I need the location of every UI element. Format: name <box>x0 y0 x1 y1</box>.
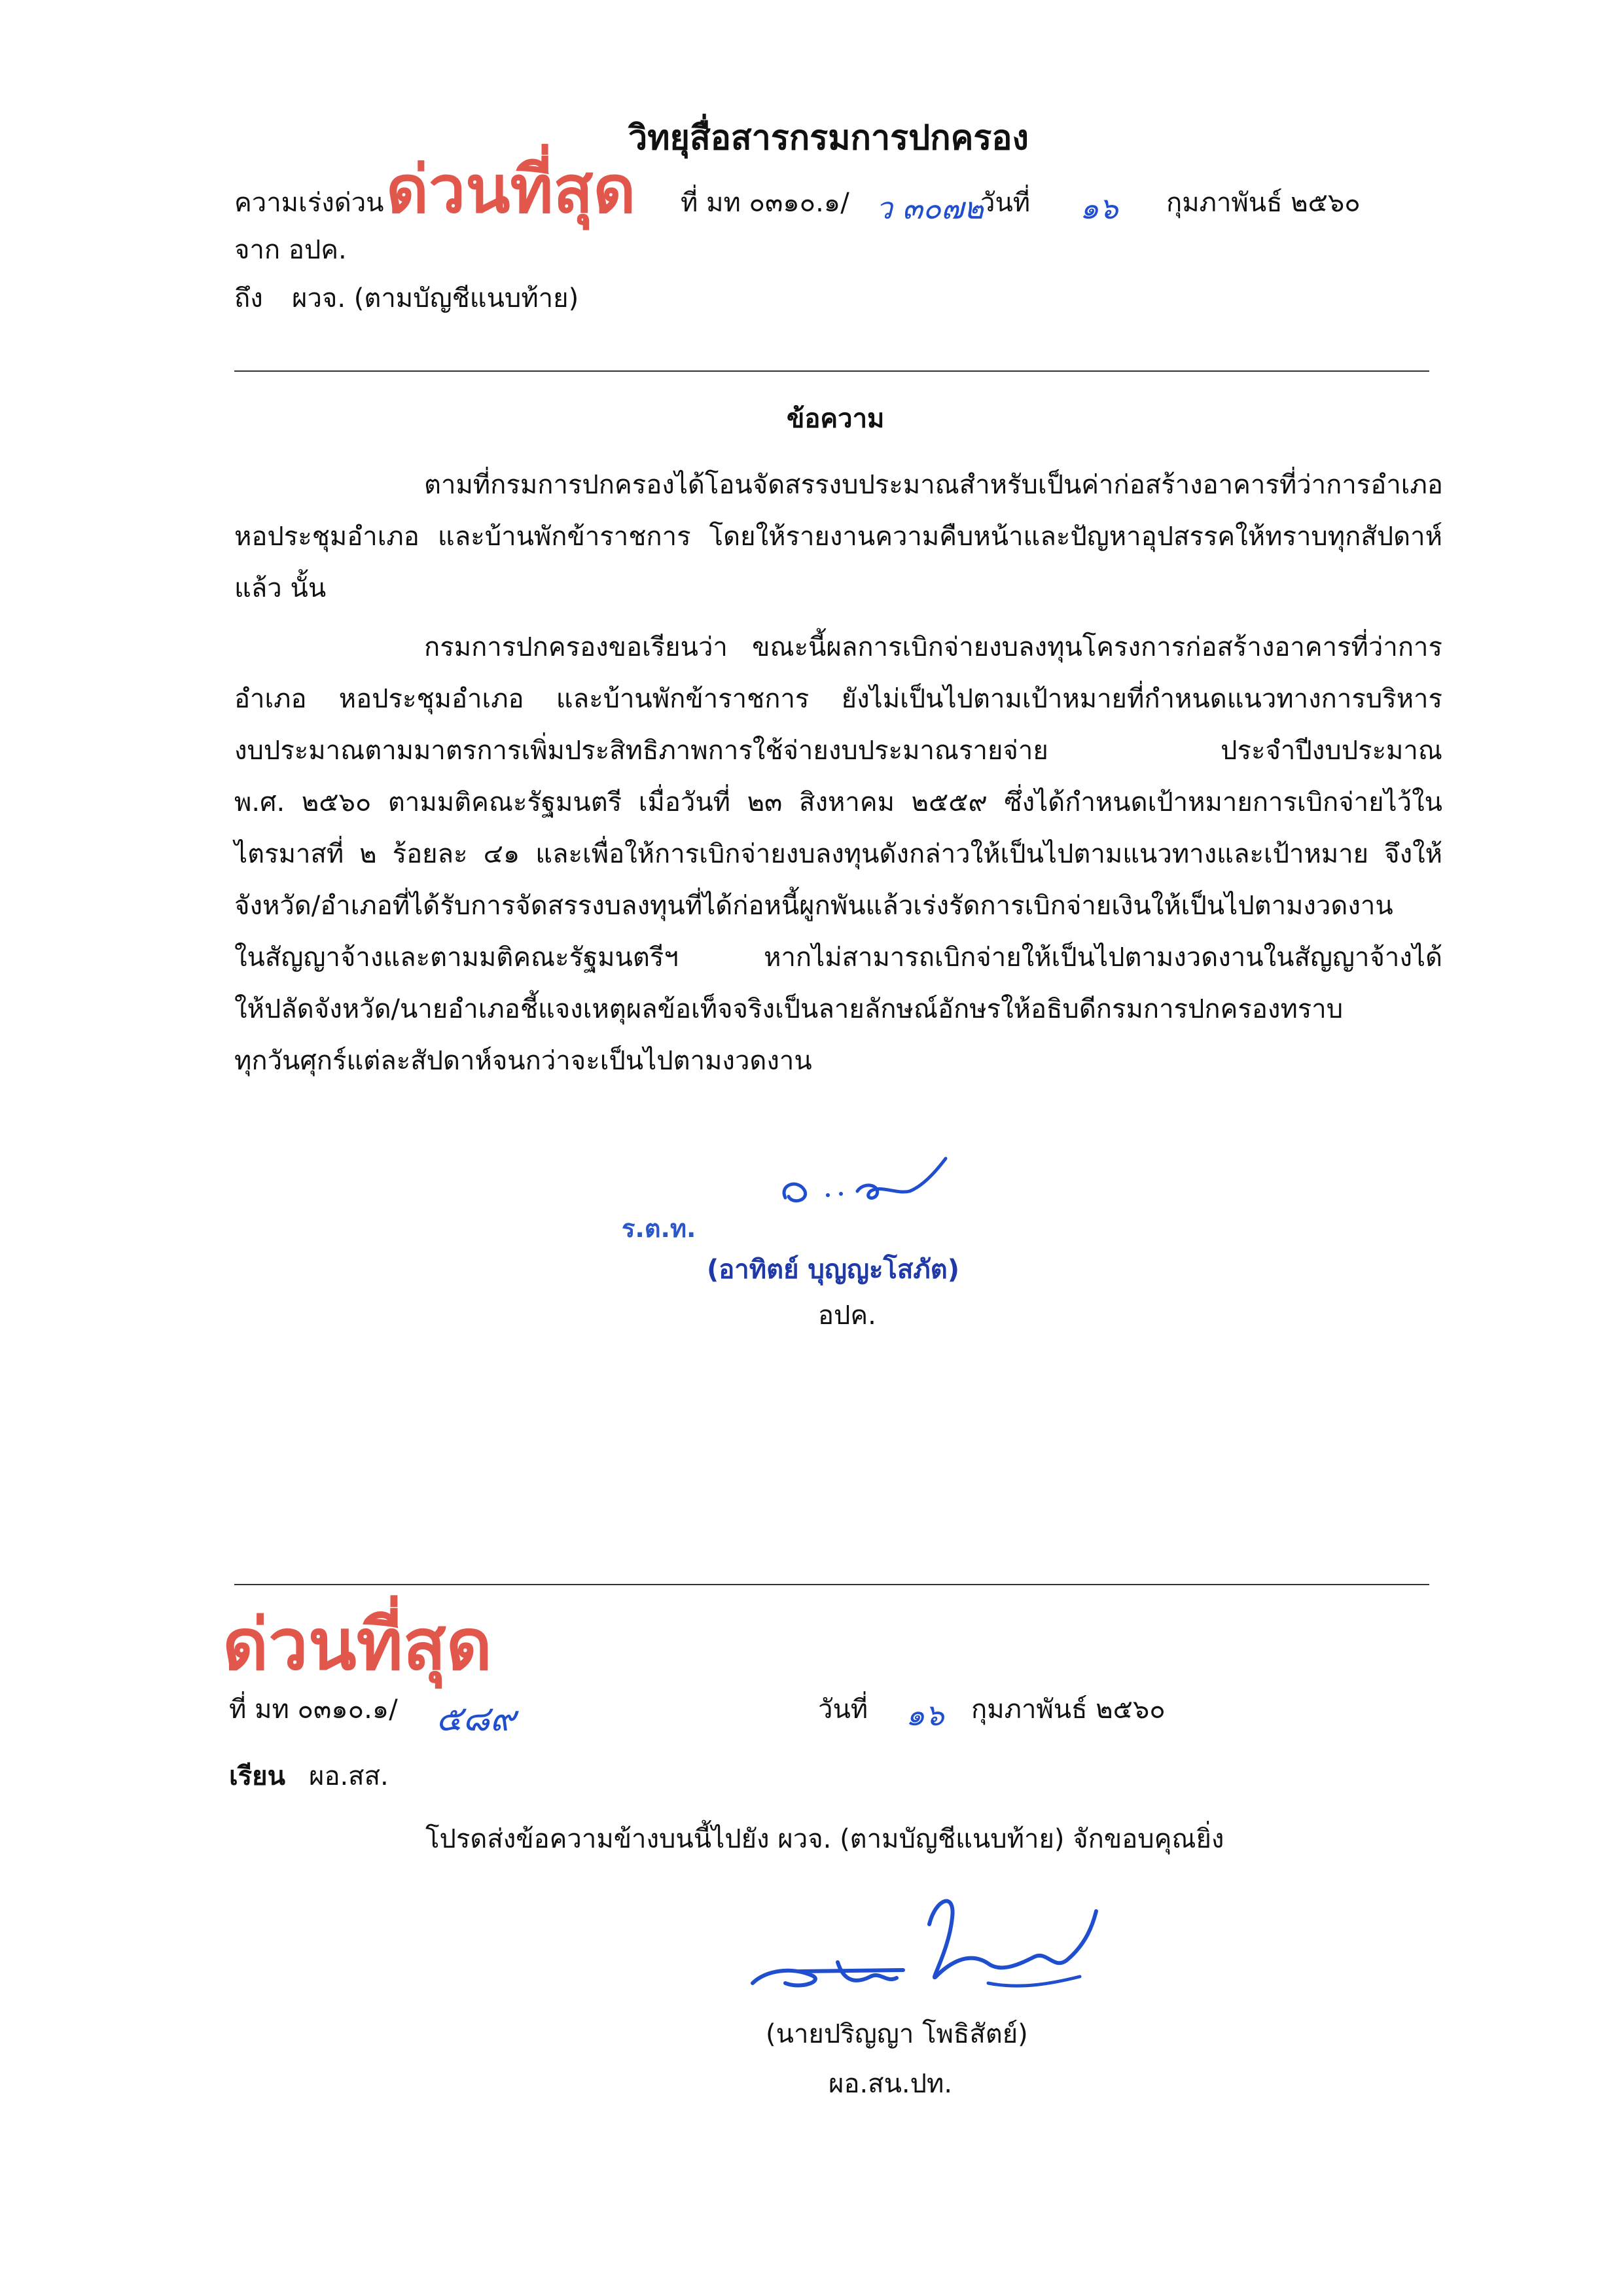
date-day-handwritten: ๑๖ <box>1080 190 1118 226</box>
paragraph-line: อำเภอ หอประชุมอำเภอ และบ้านพักข้าราชการ ยังไม่เป็นไปตามเป้าหมายที่กำหนดแนวทางการบริหาร <box>234 684 1442 714</box>
forward-body: โปรดส่งข้อความข้างบนนี้ไปยัง ผวจ. (ตามบัญชีแนบท้าย) จักขอบคุณยิ่ง <box>425 1824 1224 1854</box>
forward-to-value: ผอ.สส. <box>309 1761 389 1791</box>
signatory-2-position: ผอ.สน.ปท. <box>829 2069 953 2099</box>
paragraph-line: งบประมาณตามมาตรการเพิ่มประสิทธิภาพการใช้จ่ายงบประมาณรายจ่าย ประจำปีงบประมาณ <box>234 736 1442 766</box>
date-label: วันที่ <box>980 188 1031 218</box>
to-label: ถึง <box>234 283 263 314</box>
paragraph-line: ให้ปลัดจังหวัด/นายอำเภอชี้แจงเหตุผลข้อเท็จจริงเป็นลายลักษณ์อักษรให้อธิบดีกรมการปกครองทราบ <box>234 994 1344 1024</box>
from-line: จาก อปค. <box>234 235 347 265</box>
message-paragraph-2 <box>234 622 1442 1087</box>
ref-label: ที่ มท ๐๓๑๐.๑/ <box>681 188 849 218</box>
header-divider <box>234 370 1429 372</box>
document-title: วิทยุสื่อสารกรมการปกครอง <box>628 118 1029 158</box>
signatory-1-name: (อาทิตย์ บุญญะโสภัต) <box>707 1255 960 1285</box>
paragraph-line: แล้ว นั้น <box>234 573 327 603</box>
forward-urgency-stamp: ด่วนที่สุด <box>223 1604 492 1686</box>
paragraph-line: กรมการปกครองขอเรียนว่า ขณะนี้ผลการเบิกจ่ายงบลงทุนโครงการก่อสร้างอาคารที่ว่าการ <box>424 632 1442 662</box>
forward-date-month-year: กุมภาพันธ์ ๒๕๖๐ <box>971 1695 1166 1725</box>
signatory-1-position: อปค. <box>818 1300 876 1331</box>
paragraph-line: ในสัญญาจ้างและตามมติคณะรัฐมนตรีฯ หากไม่สามารถเบิกจ่ายให้เป็นไปตามงวดงานในสัญญาจ้างได้ <box>234 942 1442 973</box>
paragraph-line: พ.ศ. ๒๕๖๐ ตามมติคณะรัฐมนตรี เมื่อวันที่ ๒๓ สิงหาคม ๒๕๕๙ ซึ่งได้กำหนดเป้าหมายการเบิกจ่ายไว้ใน <box>234 787 1442 817</box>
paragraph-line: ตามที่กรมการปกครองได้โอนจัดสรรงบประมาณสำหรับเป็นค่าก่อสร้างอาคารที่ว่าการอำเภอ <box>424 470 1443 500</box>
ref-number-handwritten: ว ๓๐๗๒ <box>876 190 984 226</box>
initials-stamp: ร.ต.ท. <box>622 1214 696 1243</box>
forward-date-day-handwritten: ๑๖ <box>906 1697 944 1732</box>
signatory-2-name: (นายปริญญา โพธิสัตย์) <box>766 2019 1028 2049</box>
forward-divider <box>234 1584 1429 1585</box>
urgency-label: ความเร่งด่วน <box>234 188 384 218</box>
forward-ref-label: ที่ มท ๐๓๑๐.๑/ <box>229 1695 398 1725</box>
forward-to-label: เรียน <box>229 1761 285 1791</box>
paragraph-line: ทุกวันศุกร์แต่ละสัปดาห์จนกว่าจะเป็นไปตามงวดงาน <box>234 1046 812 1076</box>
paragraph-line: หอประชุมอำเภอ และบ้านพักข้าราชการ โดยให้รายงานความคืบหน้าและปัญหาอุปสรรคให้ทราบทุกสัปดาห์ <box>234 522 1442 552</box>
date-month-year: กุมภาพันธ์ ๒๕๖๐ <box>1166 188 1361 218</box>
paragraph-line: ไตรมาสที่ ๒ ร้อยละ ๔๑ และเพื่อให้การเบิกจ่ายงบลงทุนดังกล่าวให้เป็นไปตามแนวทางและเป้าหมาย จึงให้ <box>234 839 1442 869</box>
message-paragraph-1 <box>234 459 1442 615</box>
urgency-stamp: ด่วนที่สุด <box>386 151 636 228</box>
paragraph-line: จังหวัด/อำเภอที่ได้รับการจัดสรรงบลงทุนที่ได้ก่อหนี้ผูกพันแล้วเร่งรัดการเบิกจ่ายเงินให้เป็นไปตามงวดงาน <box>234 891 1393 921</box>
signature-2-scribble <box>740 1885 1106 2016</box>
forward-ref-number-handwritten: ๕๘๙ <box>436 1698 516 1739</box>
message-heading: ข้อความ <box>787 404 885 434</box>
forward-date-label: วันที่ <box>818 1695 868 1725</box>
to-value: ผวจ. (ตามบัญชีแนบท้าย) <box>292 283 579 314</box>
signature-1-scribble <box>772 1145 955 1224</box>
